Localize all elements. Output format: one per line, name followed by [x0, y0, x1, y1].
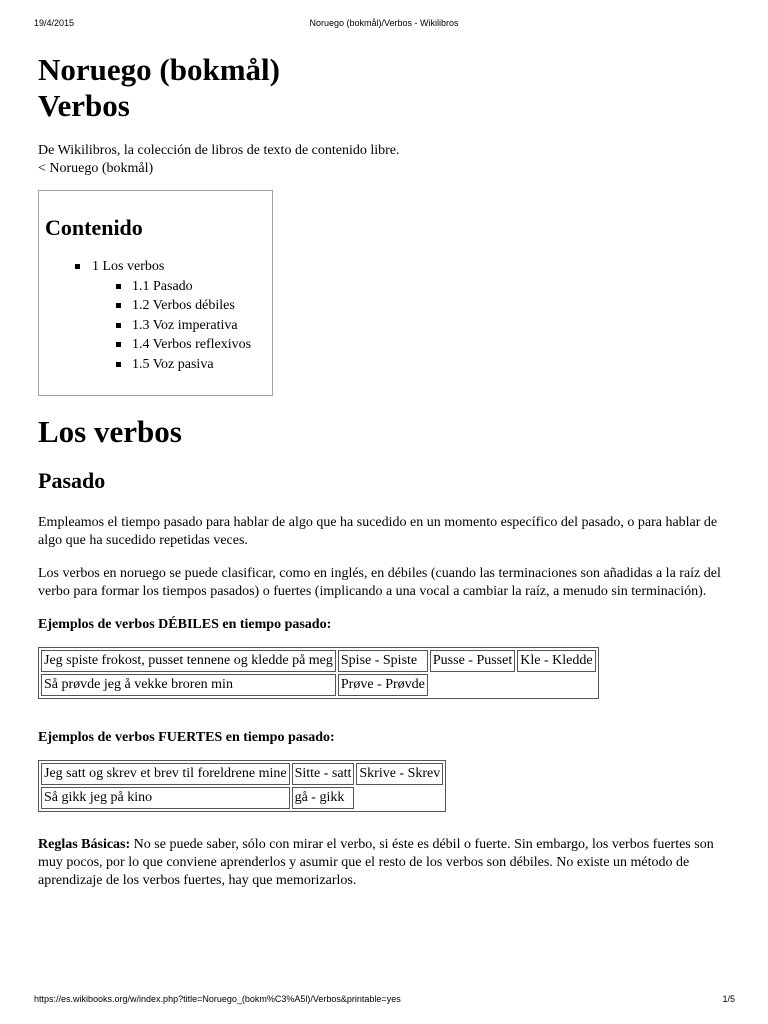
- basic-rules-label: Reglas Básicas:: [38, 836, 131, 852]
- toc-item-pasado[interactable]: [45, 277, 272, 297]
- bullet-icon: [116, 342, 121, 347]
- table-cell: Prøve - Prøvde: [338, 674, 428, 696]
- table-row: [41, 787, 443, 809]
- toc-heading: Contenido: [45, 215, 143, 240]
- toc-item-label: 1.2 Verbos débiles: [132, 298, 235, 314]
- toc-item-label: 1.4 Verbos reflexivos: [132, 337, 252, 353]
- table-cell: Pusse - Pusset: [430, 650, 515, 672]
- basic-rules-paragraph: [38, 836, 738, 890]
- table-row: [41, 674, 596, 696]
- bullet-icon: [116, 323, 121, 328]
- table-cell: Jeg spiste frokost, pusset tennene og kledde på meg: [41, 650, 336, 672]
- page-title-line1: Noruego (bokmål): [38, 52, 280, 87]
- page-title-line2: Verbos: [38, 88, 130, 123]
- table-cell: Så gikk jeg på kino: [41, 787, 290, 809]
- subsection-heading-pasado: Pasado: [38, 467, 106, 493]
- print-page-number: 1/5: [722, 994, 735, 1004]
- toc-list: [45, 257, 272, 375]
- toc-item-verbos-reflexivos[interactable]: [45, 335, 272, 355]
- toc-item-label: 1.1 Pasado: [132, 278, 193, 294]
- table-cell: gå - gikk: [292, 787, 355, 809]
- site-subtitle: De Wikilibros, la colección de libros de texto de contenido libre.: [38, 143, 400, 158]
- strong-verbs-table: [38, 760, 446, 812]
- print-url: https://es.wikibooks.org/w/index.php?title=Noruego_(bokm%C3%A5l)/Verbos&printable=yes: [34, 994, 401, 1004]
- toc-item-los-verbos[interactable]: [45, 257, 272, 277]
- table-cell: Så prøvde jeg å vekke broren min: [41, 674, 336, 696]
- table-cell: Spise - Spiste: [338, 650, 428, 672]
- toc-item-voz-imperativa[interactable]: [45, 316, 272, 336]
- table-cell: Kle - Kledde: [517, 650, 595, 672]
- page-title: [38, 52, 738, 124]
- table-cell: Skrive - Skrev: [356, 763, 443, 785]
- breadcrumb-link[interactable]: < Noruego (bokmål): [38, 161, 154, 176]
- weak-verbs-table: [38, 647, 599, 699]
- table-cell-empty: [430, 674, 515, 696]
- toc-item-label: 1.5 Voz pasiva: [132, 356, 214, 372]
- bullet-icon: [116, 303, 121, 308]
- table-row: [41, 650, 596, 672]
- table-cell: Jeg satt og skrev et brev til foreldrene mine: [41, 763, 290, 785]
- strong-verbs-label: Ejemplos de verbos FUERTES en tiempo pasado:: [38, 729, 335, 745]
- toc-item-label: 1.3 Voz imperativa: [132, 317, 238, 333]
- page-content: [38, 52, 738, 890]
- table-cell-empty: [517, 674, 595, 696]
- table-row: [41, 763, 443, 785]
- toc-item-verbos-debiles[interactable]: [45, 296, 272, 316]
- section-heading-los-verbos: Los verbos: [38, 413, 182, 449]
- weak-verbs-label: Ejemplos de verbos DÉBILES en tiempo pasado:: [38, 616, 332, 632]
- paragraph-classification: Los verbos en noruego se puede clasificar, como en inglés, en débiles (cuando las terminaciones son añadidas a la raíz del verbo para formar los tiempos pasados) o fuertes (implicando a una vocal a cambiar la raíz, a menudo sin terminación).: [38, 565, 721, 599]
- table-cell: Sitte - satt: [292, 763, 355, 785]
- bullet-icon: [75, 264, 80, 269]
- table-of-contents: [38, 190, 273, 396]
- bullet-icon: [116, 362, 121, 367]
- paragraph-pasado-intro: Empleamos el tiempo pasado para hablar de algo que ha sucedido en un momento específico del pasado, o para hablar de algo que ha sucedido repetidas veces.: [38, 514, 718, 548]
- bullet-icon: [116, 284, 121, 289]
- table-cell-empty: [356, 787, 443, 809]
- print-doc-title: Noruego (bokmål)/Verbos - Wikilibros: [309, 18, 459, 28]
- basic-rules-text: No se puede saber, sólo con mirar el verbo, si éste es débil o fuerte. Sin embargo, los verbos fuertes son muy pocos, por lo que conviene aprenderlos y asumir que el resto de los verbos son débiles. No existe un método de aprendizaje de los verbos fuertes, hay que memorizarlos.: [38, 836, 714, 888]
- print-date: 19/4/2015: [34, 18, 75, 28]
- toc-item-label: 1 Los verbos: [92, 259, 165, 274]
- print-header: [0, 18, 768, 32]
- print-footer: [0, 994, 768, 1008]
- toc-item-voz-pasiva[interactable]: [45, 355, 272, 375]
